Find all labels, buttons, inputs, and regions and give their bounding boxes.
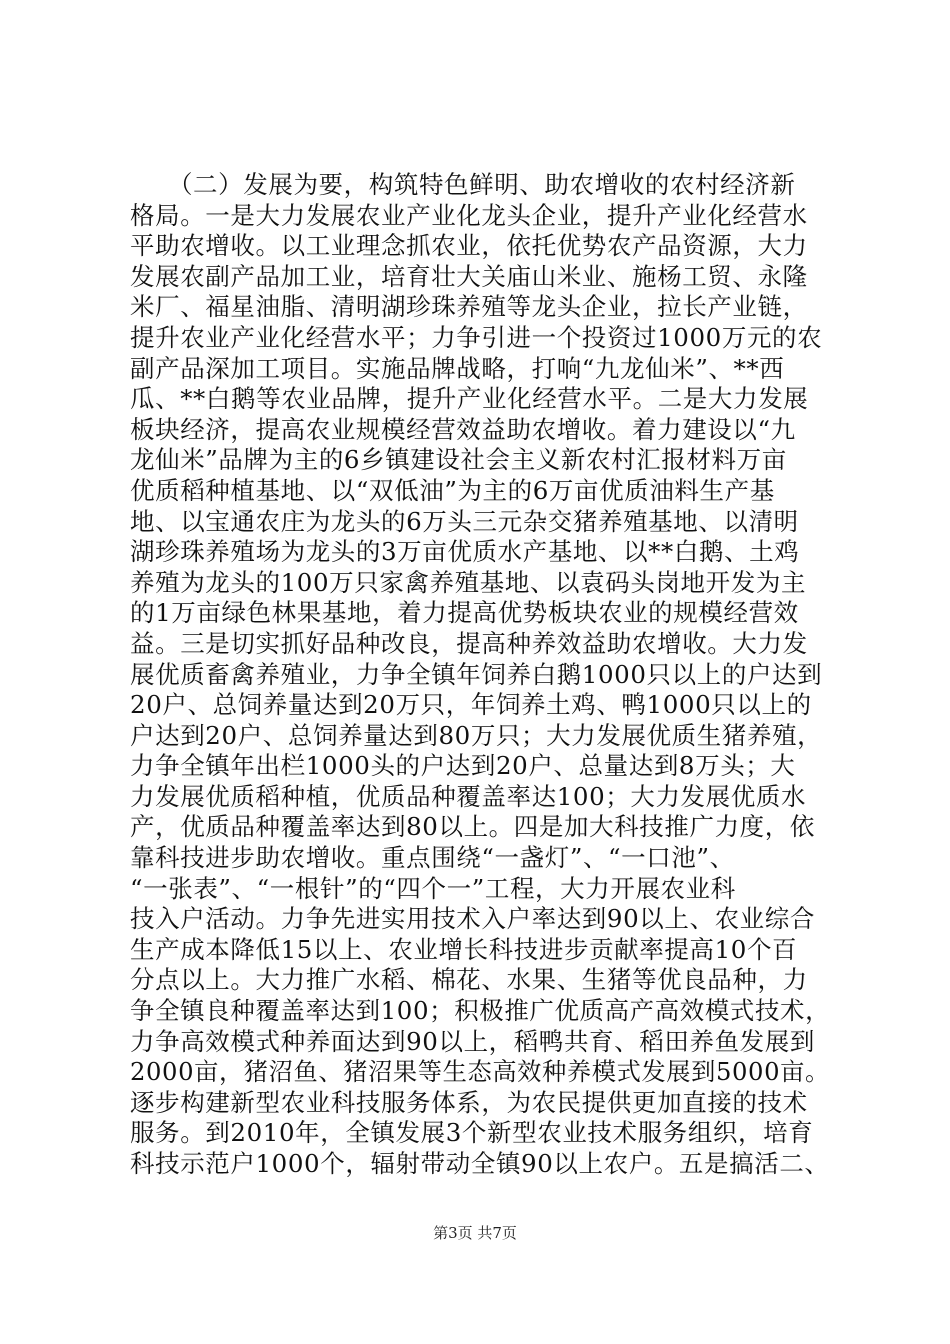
text-line: “一张表”、“一根针”的“四个一”工程，大力开展农业科	[130, 873, 736, 903]
text-line: 展优质畜禽养殖业，力争全镇年饲养白鹅1000只以上的户达到	[130, 659, 823, 689]
text-line: 龙仙米”品牌为主的6乡镇建设社会主义新农村汇报材料万亩	[130, 445, 787, 475]
text-line: 力争高效模式种养面达到90以上，稻鸭共育、稻田养鱼发展到	[130, 1026, 815, 1056]
text-line: 科技示范户1000个，辐射带动全镇90以上农户。五是搞活二、	[130, 1149, 830, 1178]
text-line: 服务。到2010年，全镇发展3个新型农业技术服务组织，培育	[130, 1118, 814, 1148]
text-line: 产，优质品种覆盖率达到80以上。四是加大科技推广力度，依	[130, 812, 815, 842]
body-paragraph	[130, 170, 830, 1180]
text-line: 地、以宝通农庄为龙头的6万头三元杂交猪养殖基地、以清明	[130, 506, 799, 536]
text-line: 分点以上。大力推广水稻、棉花、水果、生猪等优良品种，力	[130, 965, 808, 995]
text-line: 米厂、福星油脂、清明湖珍珠养殖等龙头企业，拉长产业链，	[130, 292, 808, 322]
text-line: 力争全镇年出栏1000头的户达到20户、总量达到8万头；大	[130, 751, 796, 781]
text-line: 提升农业产业化经营水平；力争引进一个投资过1000万元的农	[130, 322, 823, 352]
text-line: 湖珍珠养殖场为龙头的3万亩优质水产基地、以**白鹅、土鸡	[130, 537, 800, 567]
text-line: 争全镇良种覆盖率达到100；积极推广优质高产高效模式技术，	[130, 996, 831, 1026]
text-line: 户达到20户、总饲养量达到80万只；大力发展优质生猪养殖，	[130, 720, 823, 750]
text-line: 瓜、**白鹅等农业品牌，提升产业化经营水平。二是大力发展	[130, 384, 809, 414]
text-line: 生产成本降低15以上、农业增长科技进步贡献率提高10个百	[130, 934, 798, 964]
text-line: 技入户活动。力争先进实用技术入户率达到90以上、农业综合	[130, 904, 815, 934]
text-line: （二）发展为要，构筑特色鲜明、助农增收的农村经济新	[130, 170, 796, 199]
text-line: 副产品深加工项目。实施品牌战略，打响“九龙仙米”、**西	[130, 353, 785, 383]
text-line: 逐步构建新型农业科技服务体系，为农民提供更加直接的技术	[130, 1087, 808, 1117]
text-line: 力发展优质稻种植，优质品种覆盖率达100；大力发展优质水	[130, 781, 807, 811]
text-line: 20户、总饲养量达到20万只，年饲养土鸡、鸭1000只以上的	[130, 690, 812, 720]
page-footer: 第3页 共7页	[433, 1224, 517, 1242]
text-line: 靠科技进步助农增收。重点围绕“一盏灯”、“一口池”、	[130, 843, 735, 873]
text-line: 优质稻种植基地、以“双低油”为主的6万亩优质油料生产基	[130, 475, 775, 505]
text-line: 板块经济，提高农业规模经营效益助农增收。着力建设以“九	[130, 414, 796, 444]
text-line: 平助农增收。以工业理念抓农业，依托优势农产品资源，大力	[130, 231, 808, 261]
text-line: 格局。一是大力发展农业产业化龙头企业，提升产业化经营水	[130, 200, 808, 230]
text-line: 2000亩，猪沼鱼、猪沼果等生态高效种养模式发展到5000亩。	[130, 1057, 830, 1087]
text-line: 益。三是切实抓好品种改良，提高种养效益助农增收。大力发	[130, 628, 808, 658]
text-line: 发展农副产品加工业，培育壮大关庙山米业、施杨工贸、永隆	[130, 261, 808, 291]
text-line: 的1万亩绿色林果基地，着力提高优势板块农业的规模经营效	[130, 598, 799, 628]
text-line: 养殖为龙头的100万只家禽养殖基地、以袁码头岗地开发为主	[130, 567, 807, 597]
